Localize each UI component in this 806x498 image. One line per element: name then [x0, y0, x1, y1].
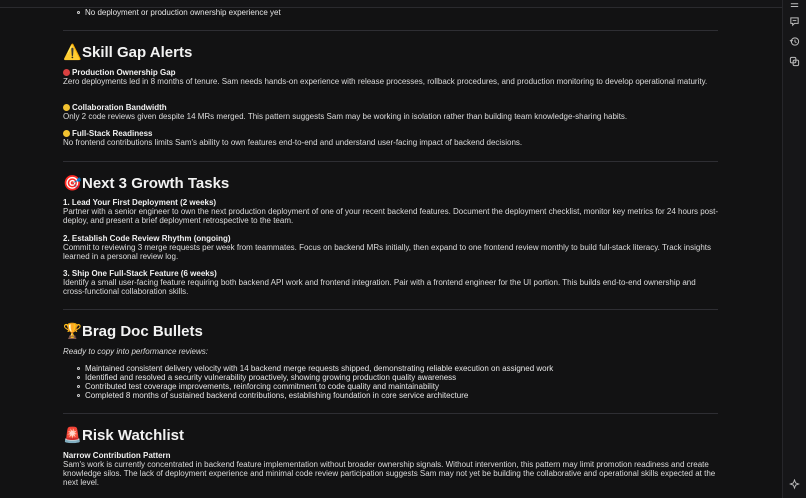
siren-icon: 🚨 — [63, 427, 82, 444]
alert-title: Full-Stack Readiness — [63, 129, 152, 139]
brag-intro: Ready to copy into performance reviews: — [63, 347, 208, 356]
bullet-text: No deployment or production ownership experience yet — [85, 8, 281, 17]
red-circle-icon — [63, 69, 70, 76]
trophy-icon: 🏆 — [63, 323, 82, 340]
section-heading-growth — [63, 175, 229, 193]
ai-sparkle-icon[interactable] — [788, 478, 801, 491]
task-title: 2. Establish Code Review Rhythm (ongoing) — [63, 234, 231, 243]
task-body: Partner with a senior engineer to own the next production deployment of one of your recent backend features. Document the deployment checklist, monitor key metrics for 24 hours post-deploy, and present a brief deployment retrospective to the team. — [63, 207, 719, 225]
task-body: Commit to reviewing 3 merge requests per week from teammates. Focus on backend MRs initially, then expand to one frontend review monthly to build full-stack literacy. Track insights learned in a personal review log. — [63, 243, 711, 261]
alert-title: Production Ownership Gap — [63, 68, 176, 78]
yellow-circle-icon — [63, 130, 70, 137]
history-icon[interactable] — [788, 35, 801, 48]
heading-text: Next 3 Growth Tasks — [82, 175, 230, 192]
list-item: Contributed test coverage improvements, reinforcing commitment to code quality and maintainability — [85, 382, 439, 392]
section-heading-risk — [63, 427, 184, 445]
section-heading-skill-gap — [63, 44, 192, 62]
heading-text: Brag Doc Bullets — [82, 323, 203, 340]
history-view-icon[interactable] — [788, 0, 801, 13]
bullet-icon — [77, 11, 80, 14]
heading-text: Risk Watchlist — [82, 427, 184, 444]
right-toolbar — [782, 0, 806, 498]
alert-title: Collaboration Bandwidth — [63, 103, 167, 113]
copy-link-icon[interactable] — [788, 55, 801, 68]
list-item: Maintained consistent delivery velocity with 14 backend merge requests shipped, demonstrating reliable execution on assigned work — [85, 364, 553, 374]
target-icon: 🎯 — [63, 175, 82, 192]
list-item — [85, 8, 281, 18]
section-heading-brag — [63, 323, 203, 341]
list-item: Completed 8 months of sustained backend contributions, establishing foundation in core service architecture — [85, 391, 468, 401]
bullet-icon — [77, 385, 80, 388]
yellow-circle-icon — [63, 104, 70, 111]
alert-body: No frontend contributions limits Sam's ability to own features end-to-end and understand user-facing impact of backend decisions. — [63, 138, 523, 147]
heading-text: Skill Gap Alerts — [82, 44, 193, 61]
task-title: 3. Ship One Full-Stack Feature (6 weeks) — [63, 269, 217, 278]
task-title: 1. Lead Your First Deployment (2 weeks) — [63, 198, 217, 207]
alert-body: Zero deployments led in 8 months of tenure. Sam needs hands-on experience with release processes, rollback procedures, and production monitoring to develop operational maturity. — [63, 77, 708, 86]
divider — [63, 161, 718, 162]
list-item: Identified and resolved a security vulnerability proactively, showing growing production quality awareness — [85, 373, 456, 383]
divider — [63, 413, 718, 414]
task-body: Identify a small user-facing feature requiring both backend API work and frontend integration. Pair with a frontend engineer for the UI portion. This builds end-to-end ownership and cross-functional collaboration skills. — [63, 278, 696, 296]
warning-icon: ⚠️ — [63, 44, 82, 61]
bullet-icon — [77, 376, 80, 379]
risk-title: Narrow Contribution Pattern — [63, 451, 171, 460]
comment-icon[interactable] — [788, 15, 801, 28]
bullet-icon — [77, 367, 80, 370]
divider — [63, 30, 718, 31]
alert-body: Only 2 code reviews given despite 14 MRs merged. This pattern suggests Sam may be working in isolation rather than building team knowledge-sharing habits. — [63, 112, 628, 121]
bullet-icon — [77, 394, 80, 397]
divider — [63, 309, 718, 310]
risk-body: Sam's work is currently concentrated in backend feature implementation without broader ownership signals. Without intervention, this pattern may limit promotion readiness and create knowledge silos. The lack of deployment experience and minimal code review participation suggests Sam may not yet be building the collaborative and operational skills expected at the next level. — [63, 460, 716, 487]
